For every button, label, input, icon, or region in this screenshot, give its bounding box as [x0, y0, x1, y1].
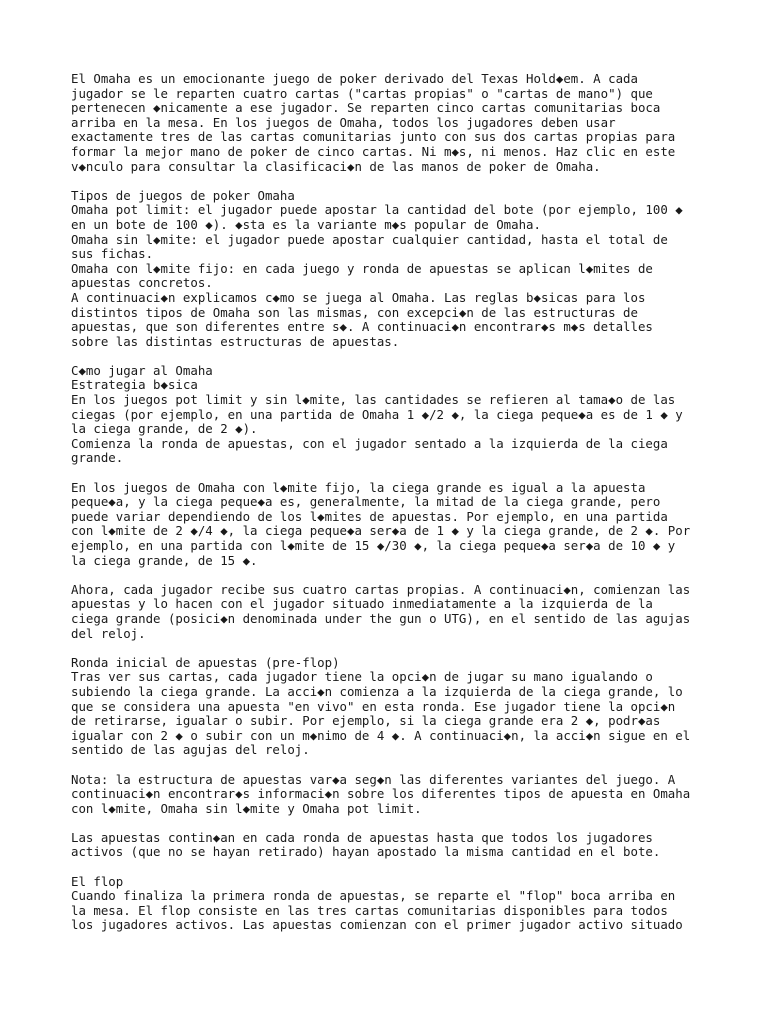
text-line: la mesa. El flop consiste en las tres cartas comunitarias disponibles para todos: [71, 902, 668, 918]
text-line: Estrategia b◆sica: [71, 377, 198, 393]
text-line: puede variar dependiendo de los l◆mites de apuestas. Por ejemplo, en una partida: [71, 508, 668, 524]
text-line: pertenecen ◆nicamente a ese jugador. Se reparten cinco cartas comunitarias boca: [71, 100, 661, 116]
text-line: Omaha sin l◆mite: el jugador puede apostar cualquier cantidad, hasta el total de: [71, 231, 668, 247]
text-line: sus fichas.: [71, 246, 154, 262]
text-line: del reloj.: [71, 625, 146, 641]
text-line: jugador se le reparten cuatro cartas ("cartas propias" o "cartas de mano") que: [71, 85, 653, 101]
paragraph: [71, 72, 711, 174]
text-line: la ciega grande, de 2 ◆).: [71, 421, 258, 437]
text-line: C◆mo jugar al Omaha: [71, 362, 213, 378]
text-line: ciegas (por ejemplo, en una partida de Omaha 1 ◆/2 ◆, la ciega peque◆a es de 1 ◆ y: [71, 406, 683, 422]
text-line: sobre las distintas estructuras de apuestas.: [71, 333, 400, 349]
text-line: grande.: [71, 450, 124, 466]
text-line: ciega grande (posici◆n denominada under the gun o UTG), en el sentido de las agujas: [71, 610, 691, 626]
text-line: los jugadores activos. Las apuestas comienzan con el primer jugador activo situado: [71, 917, 683, 933]
text-line: En los juegos de Omaha con l◆mite fijo, la ciega grande es igual a la apuesta: [71, 479, 646, 495]
paragraph: [71, 364, 711, 466]
text-line: con l◆mite, Omaha sin l◆mite y Omaha pot limit.: [71, 800, 422, 816]
text-line: Tipos de juegos de poker Omaha: [71, 187, 295, 203]
text-line: arriba en la mesa. En los juegos de Omaha, todos los jugadores deben usar: [71, 114, 616, 130]
text-line: en un bote de 100 ◆). ◆sta es la variante m◆s popular de Omaha.: [71, 216, 541, 232]
text-line: Omaha con l◆mite fijo: en cada juego y ronda de apuestas se aplican l◆mites de: [71, 260, 653, 276]
paragraph: [71, 773, 711, 817]
paragraph: [71, 831, 711, 860]
text-line: de retirarse, igualar o subir. Por ejemplo, si la ciega grande era 2 ◆, podr◆as: [71, 713, 661, 729]
text-line: En los juegos pot limit y sin l◆mite, las cantidades se refieren al tama◆o de las: [71, 392, 676, 408]
document-body: [71, 72, 711, 948]
text-line: Ahora, cada jugador recibe sus cuatro cartas propias. A continuaci◆n, comienzan las: [71, 581, 691, 597]
text-line: Las apuestas contin◆an en cada ronda de apuestas hasta que todos los jugadores: [71, 829, 653, 845]
paragraph: [71, 189, 711, 350]
text-line: exactamente tres de las cartas comunitarias junto con sus dos cartas propias para: [71, 129, 676, 145]
text-line: Comienza la ronda de apuestas, con el jugador sentado a la izquierda de la ciega: [71, 435, 668, 451]
text-line: A continuaci◆n explicamos c◆mo se juega al Omaha. Las reglas b◆sicas para los: [71, 289, 646, 305]
paragraph: [71, 656, 711, 758]
text-line: v◆nculo para consultar la clasificaci◆n de las manos de poker de Omaha.: [71, 158, 601, 174]
text-line: la ciega grande, de 15 ◆.: [71, 552, 258, 568]
text-line: apuestas concretos.: [71, 275, 213, 291]
text-line: con l◆mite de 2 ◆/4 ◆, la ciega peque◆a ser◆a de 1 ◆ y la ciega grande, de 2 ◆. Por: [71, 523, 691, 539]
text-line: Omaha pot limit: el jugador puede apostar la cantidad del bote (por ejemplo, 100 ◆: [71, 202, 683, 218]
text-line: distintos tipos de Omaha son las mismas, con excepci◆n de las estructuras de: [71, 304, 638, 320]
text-line: apuestas, que son diferentes entre s◆. A continuaci◆n encontrar◆s m◆s detalles: [71, 319, 653, 335]
text-line: que se considera una apuesta "en vivo" en esta ronda. Ese jugador tiene la opci◆n: [71, 698, 676, 714]
text-line: subiendo la ciega grande. La acci◆n comienza a la izquierda de la ciega grande, lo: [71, 683, 683, 699]
text-line: El flop: [71, 873, 124, 889]
text-line: continuaci◆n encontrar◆s informaci◆n sobre los diferentes tipos de apuesta en Omaha: [71, 786, 691, 802]
text-line: activos (que no se hayan retirado) hayan apostado la misma cantidad en el bote.: [71, 844, 661, 860]
text-line: formar la mejor mano de poker de cinco cartas. Ni m◆s, ni menos. Haz clic en este: [71, 143, 676, 159]
text-line: Nota: la estructura de apuestas var◆a seg◆n las diferentes variantes del juego. A: [71, 771, 676, 787]
text-line: Tras ver sus cartas, cada jugador tiene la opci◆n de jugar su mano igualando o: [71, 669, 653, 685]
text-line: ejemplo, en una partida con l◆mite de 15 ◆/30 ◆, la ciega peque◆a ser◆a de 10 ◆ y: [71, 538, 676, 553]
paragraph: [71, 481, 711, 569]
text-line: peque◆a, y la ciega peque◆a es, generalmente, la mitad de la ciega grande, pero: [71, 494, 661, 510]
text-line: igualar con 2 ◆ o subir con un m◆nimo de 4 ◆. A continuaci◆n, la acci◆n sigue en el: [71, 727, 691, 743]
text-line: sentido de las agujas del reloj.: [71, 742, 310, 758]
text-line: El Omaha es un emocionante juego de poker derivado del Texas Hold◆em. A cada: [71, 71, 638, 86]
paragraph: [71, 583, 711, 641]
paragraph: [71, 875, 711, 933]
text-line: apuestas y lo hacen con el jugador situado inmediatamente a la izquierda de la: [71, 596, 653, 612]
text-line: Ronda inicial de apuestas (pre-flop): [71, 654, 340, 670]
text-line: Cuando finaliza la primera ronda de apuestas, se reparte el "flop" boca arriba en: [71, 888, 676, 904]
